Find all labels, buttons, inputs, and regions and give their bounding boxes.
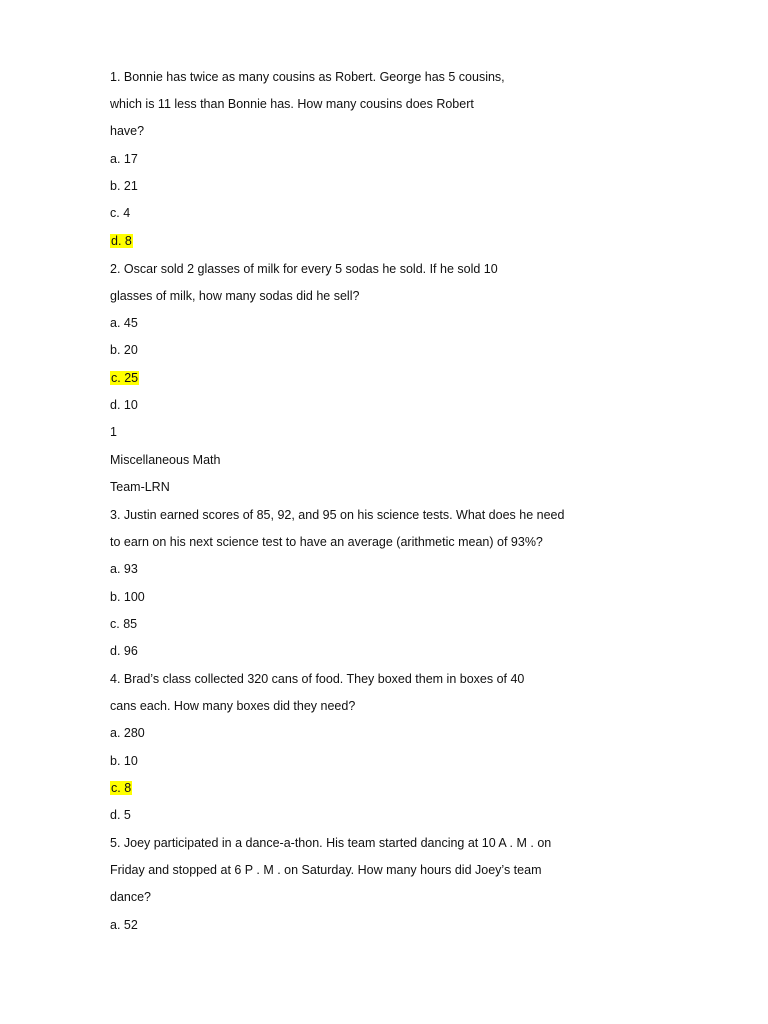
text-line — [110, 261, 498, 277]
line-text: a. 280 — [110, 726, 145, 740]
text-line — [110, 507, 564, 523]
line-text: 3. Justin earned scores of 85, 92, and 95 on his science tests. What does he need — [110, 508, 565, 522]
text-line — [110, 233, 133, 249]
text-line — [110, 205, 130, 221]
line-text: to earn on his next science test to have an average (arithmetic mean) of 93%? — [110, 535, 543, 549]
highlighted-answer: c. 25 — [111, 371, 139, 385]
text-line — [110, 69, 505, 85]
line-text: a. 93 — [110, 562, 138, 576]
line-text: d. 96 — [110, 644, 138, 658]
line-text: Friday and stopped at 6 P . M . on Saturday. How many hours did Joey’s team — [110, 863, 542, 877]
text-line — [110, 342, 138, 358]
text-line — [110, 589, 145, 605]
highlighted-answer: d. 8 — [111, 234, 132, 248]
line-text: c. 85 — [110, 617, 138, 631]
text-line — [110, 288, 359, 304]
line-text: 1. Bonnie has twice as many cousins as Robert. George has 5 cousins, — [110, 70, 505, 84]
text-line — [110, 889, 151, 905]
line-text: 2. Oscar sold 2 glasses of milk for every 5 sodas he sold. If he sold 10 — [110, 262, 498, 276]
section-title — [110, 452, 220, 468]
text-line — [110, 753, 138, 769]
page-number — [110, 424, 117, 440]
text-line — [110, 561, 138, 577]
text-line — [110, 643, 138, 659]
line-text: b. 21 — [110, 179, 138, 193]
text-line — [110, 671, 524, 687]
text-line — [110, 397, 138, 413]
line-text: d. 10 — [110, 398, 138, 412]
line-text: 5. Joey participated in a dance-a-thon. His team started dancing at 10 A . M . on — [110, 836, 552, 850]
line-text: b. 20 — [110, 343, 138, 357]
text-line — [110, 534, 543, 550]
line-text: a. 17 — [110, 152, 138, 166]
text-line — [110, 370, 139, 386]
text-line — [110, 151, 138, 167]
text-line — [110, 178, 138, 194]
text-line — [110, 917, 138, 933]
line-text: d. 5 — [110, 808, 131, 822]
text-line — [110, 698, 355, 714]
text-line — [110, 616, 137, 632]
text-line — [110, 123, 144, 139]
line-text: 4. Brad’s class collected 320 cans of food. They boxed them in boxes of 40 — [110, 672, 525, 686]
highlighted-answer: c. 8 — [111, 781, 132, 795]
text-line — [110, 725, 145, 741]
text-line — [110, 96, 474, 112]
line-text: have? — [110, 124, 145, 138]
line-text: b. 100 — [110, 590, 145, 604]
author-line — [110, 479, 170, 495]
line-text: a. 52 — [110, 918, 138, 932]
text-line — [110, 807, 131, 823]
text-line — [110, 862, 541, 878]
text-line — [110, 780, 132, 796]
line-text: a. 45 — [110, 316, 138, 330]
line-text: which is 11 less than Bonnie has. How many cousins does Robert — [110, 97, 474, 111]
line-text: Team-LRN — [110, 480, 170, 494]
line-text: b. 10 — [110, 754, 138, 768]
line-text: Miscellaneous Math — [110, 453, 221, 467]
line-text: 1 — [110, 425, 117, 439]
line-text: dance? — [110, 890, 152, 904]
text-line — [110, 315, 138, 331]
text-line — [110, 835, 551, 851]
line-text: cans each. How many boxes did they need? — [110, 699, 356, 713]
line-text: glasses of milk, how many sodas did he sell? — [110, 289, 360, 303]
line-text: c. 4 — [110, 206, 131, 220]
